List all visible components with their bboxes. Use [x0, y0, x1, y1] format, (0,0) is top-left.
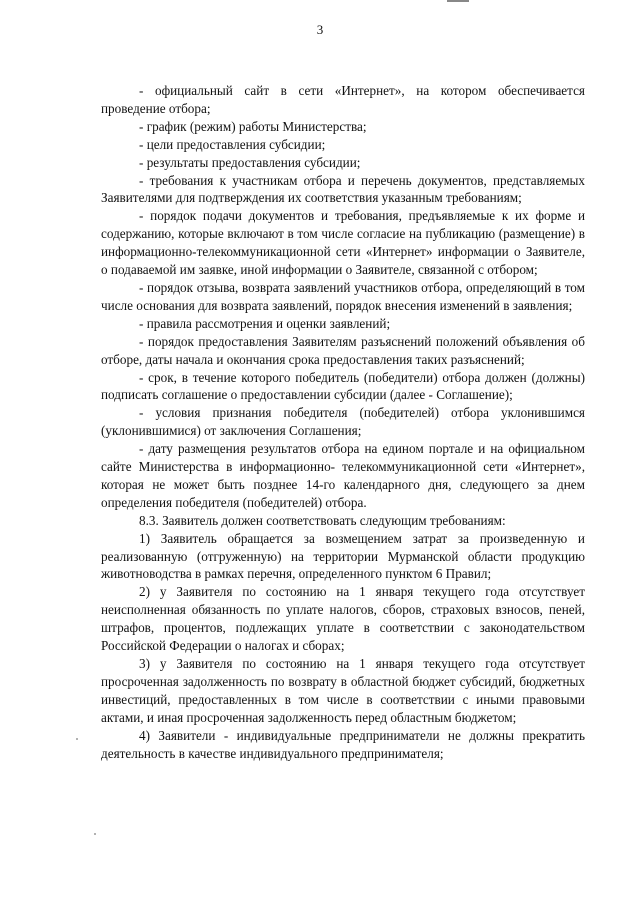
- paragraph: - порядок предоставления Заявителям разъяснений положений объявления об отборе, даты начала и окончания срока предоставления таких разъяснений;: [101, 333, 585, 367]
- paragraph: - правила рассмотрения и оценки заявлений;: [139, 315, 391, 331]
- document-body: [101, 82, 585, 762]
- paragraph: - порядок подачи документов и требования, предъявляемые к их форме и содержанию, которые включают в том числе согласие на публикацию (размещение) в информационно-телекоммуникационной сети «Интернет» информации о Заявителе, о подаваемой им заявке, иной информации о Заявителе, связанной с отбором;: [101, 208, 585, 278]
- scan-speck: [94, 833, 96, 835]
- paragraph: 2) у Заявителя по состоянию на 1 января текущего года отсутствует неисполненная обязанность по уплате налогов, сборов, страховых взносов, пеней, штрафов, процентов, подлежащих уплате в соответствии с законодательством Российской Федерации о налогах и сборах;: [101, 584, 585, 654]
- paragraph: 8.3. Заявитель должен соответствовать следующим требованиям:: [139, 512, 506, 528]
- paragraph: - дату размещения результатов отбора на едином портале и на официальном сайте Министерства в информационно- телекоммуникационной сети «Интернет», которая не может быть позднее 14-го календарного дня, следующего за днем определения победителя (победителей) отбора.: [101, 441, 585, 510]
- paragraph: - условия признания победителя (победителей) отбора уклонившимся (уклонившимися) от заключения Соглашения;: [101, 405, 585, 439]
- paragraph: - цели предоставления субсидии;: [139, 136, 326, 152]
- paragraph: - порядок отзыва, возврата заявлений участников отбора, определяющий в том числе основания для возврата заявлений, порядок внесения изменений в заявления;: [101, 279, 585, 313]
- paragraph: - график (режим) работы Министерства;: [139, 118, 367, 134]
- paragraph: - требования к участникам отбора и перечень документов, представляемых Заявителями для подтверждения их соответствия указанным требованиям;: [101, 172, 585, 206]
- paragraph: 4) Заявители - индивидуальные предприниматели не должны прекратить деятельность в качестве индивидуального предпринимателя;: [101, 727, 585, 761]
- scan-edge-mark: [447, 0, 469, 2]
- paragraph: - официальный сайт в сети «Интернет», на котором обеспечивается проведение отбора;: [101, 83, 585, 116]
- paragraph: - результаты предоставления субсидии;: [139, 154, 361, 170]
- paragraph: 3) у Заявителя по состоянию на 1 января текущего года отсутствует просроченная задолженность по возврату в областной бюджет субсидий, бюджетных инвестиций, предоставленных в том числе в соответствии с иными правовыми актами, и иная просроченная задолженность перед областным бюджетом;: [101, 656, 585, 725]
- paragraph: - срок, в течение которого победитель (победители) отбора должен (должны) подписать соглашение о предоставлении субсидии (далее - Соглашение);: [101, 369, 585, 403]
- scan-speck: [76, 738, 78, 740]
- paragraph: 1) Заявитель обращается за возмещением затрат за произведенную и реализованную (отгруженную) на территории Мурманской области продукцию животноводства в рамках перечня, определенного пунктом 6 Правил;: [101, 530, 585, 582]
- page-number: 3: [316, 22, 324, 37]
